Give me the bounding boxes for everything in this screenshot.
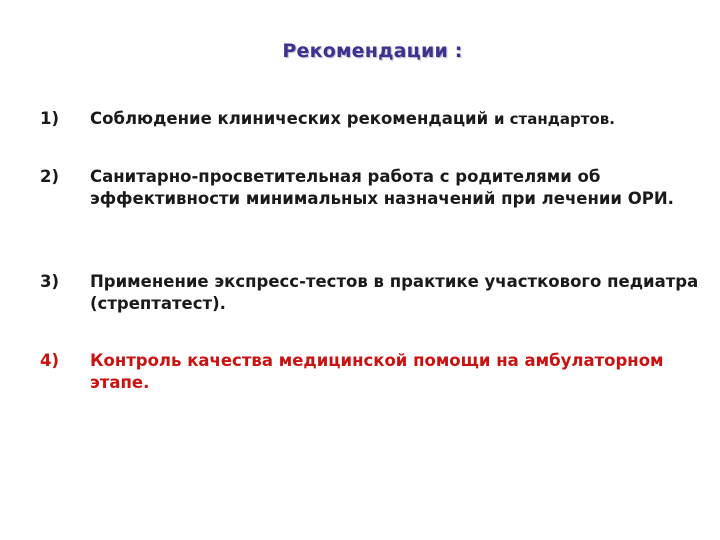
recommendation-item-4 — [40, 350, 700, 394]
item-number: 3) — [40, 272, 60, 291]
item-number: 1) — [40, 109, 60, 128]
recommendation-item-1 — [40, 108, 700, 130]
item-text: Контроль качества медицинской помощи на амбулаторном этапе. — [90, 351, 664, 392]
recommendation-item-3 — [40, 271, 700, 315]
item-text: Применение экспресс-тестов в практике участкового педиатра (стрептатест). — [90, 272, 699, 313]
item-number: 2) — [40, 167, 60, 186]
item-text — [90, 108, 700, 130]
slide-title: Рекомендации : — [282, 40, 463, 62]
item-text-main: Соблюдение клинических рекомендаций — [90, 109, 494, 128]
recommendation-item-2 — [40, 166, 700, 210]
item-number: 4) — [40, 351, 60, 370]
item-text: Санитарно-просветительная работа с родителями об эффективности минимальных назначений при лечении ОРИ. — [90, 167, 674, 208]
item-text-small: и стандартов. — [493, 110, 615, 128]
